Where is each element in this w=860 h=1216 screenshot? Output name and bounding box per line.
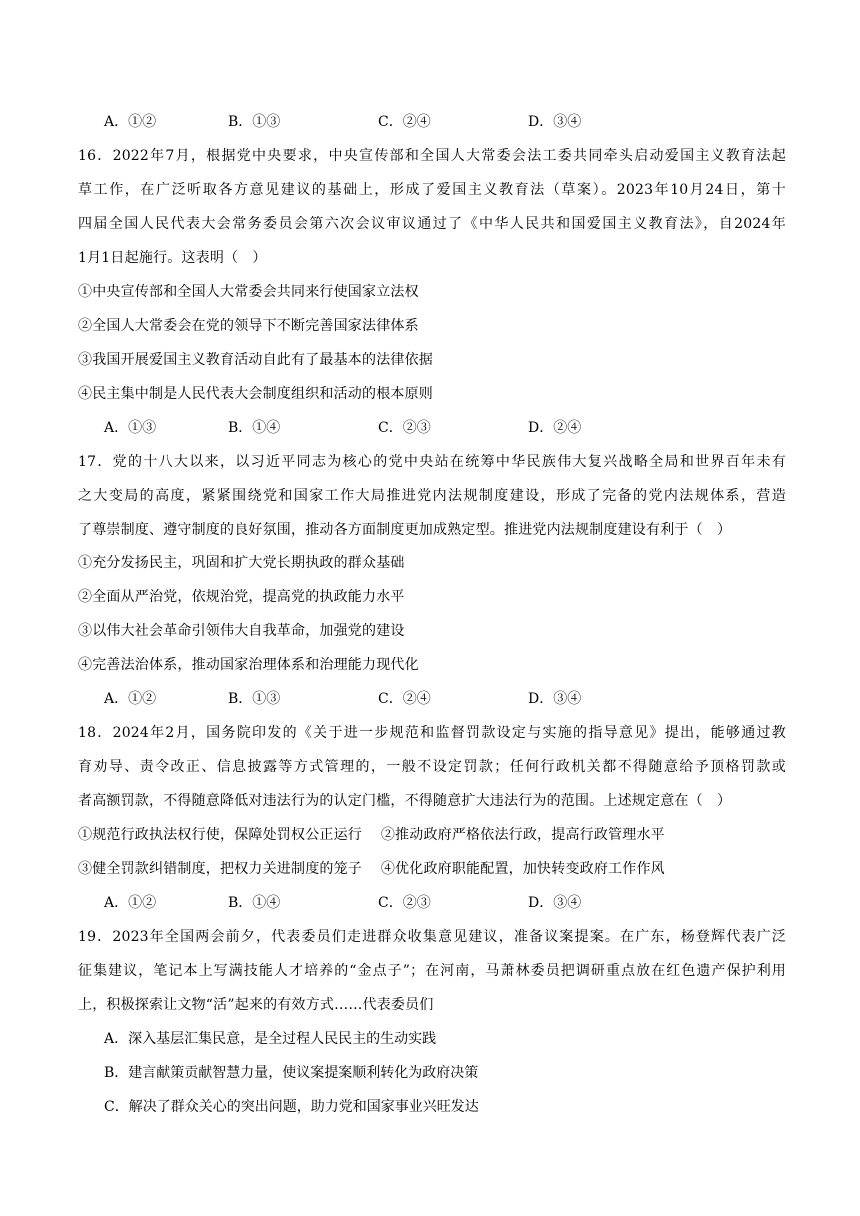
option-c: C．②③ (378, 895, 431, 911)
option-d: D．③④ (528, 114, 582, 130)
option-c: C．②④ (378, 691, 431, 707)
q19-choice-b: B．建言献策贡献智慧力量，使议案提案顺利转化为政府决策 (104, 1065, 479, 1081)
q16-item-3: ③我国开展爱国主义教育活动自此有了最基本的法律依据 (78, 352, 433, 368)
option-c: C．②③ (378, 420, 431, 436)
q16-stem-line-4: 1月1日起施行。这表明（ ） (78, 250, 267, 266)
q19-stem-line-1: 19．2023年全国两会前夕，代表委员们走进群众收集意见建议，准备议案提案。在广东，杨登辉代表广泛 (78, 929, 786, 945)
option-b: B．①④ (228, 420, 281, 436)
q18-stem-line-1: 18．2024年2月，国务院印发的《关于进一步规范和监督罚款设定与实施的指导意见》提出，能够通过教 (78, 725, 786, 741)
q19-choice-c: C．解决了群众关心的突出问题，助力党和国家事业兴旺发达 (104, 1099, 479, 1115)
option-d: D．③④ (528, 895, 582, 911)
q16-item-4: ④民主集中制是人民代表大会制度组织和活动的根本原则 (78, 386, 433, 402)
option-b: B．①③ (228, 691, 281, 707)
option-a: A．①② (104, 114, 157, 130)
option-d: D．③④ (528, 691, 582, 707)
option-d: D．②④ (528, 420, 582, 436)
q17-item-3: ③以伟大社会革命引领伟大自我革命，加强党的建设 (78, 623, 405, 639)
option-b: B．①③ (228, 114, 281, 130)
q16-stem-line-1: 16．2022年7月，根据党中央要求，中央宣传部和全国人大常委会法工委共同牵头启动爱国主义教育法起 (78, 148, 786, 164)
q17-stem-line-3: 了尊崇制度、遵守制度的良好氛围，推动各方面制度更加成熟定型。推进党内法规制度建设有利于（ ） (78, 522, 732, 538)
q16-item-1: ①中央宣传部和全国人大常委会共同来行使国家立法权 (78, 284, 419, 300)
option-a: A．①② (104, 895, 157, 911)
q17-stem-line-1: 17．党的十八大以来，以习近平同志为核心的党中央站在统筹中华民族伟大复兴战略全局和世界百年未有 (78, 454, 786, 470)
q16-stem-line-2: 草工作，在广泛听取各方意见建议的基础上，形成了爱国主义教育法（草案）。2023年10月24日，第十 (78, 182, 786, 198)
q18-stem-line-2: 育劝导、责令改正、信息披露等方式管理的，一般不设定罚款；任何行政机关都不得随意给予顶格罚款或 (78, 759, 786, 775)
q17-item-4: ④完善法治体系，推动国家治理体系和治理能力现代化 (78, 657, 419, 673)
q17-item-1: ①充分发扬民主，巩固和扩大党长期执政的群众基础 (78, 555, 405, 571)
q18-items-row-2: ③健全罚款纠错制度，把权力关进制度的笼子 ④优化政府职能配置，加快转变政府工作作风 (78, 861, 665, 877)
q18-stem-line-3: 者高额罚款，不得随意降低对违法行为的认定门槛，不得随意扩大违法行为的范围。上述规定意在（ ） (78, 793, 732, 809)
option-a: A．①③ (104, 420, 157, 436)
q17-stem-line-2: 之大变局的高度，紧紧围绕党和国家工作大局推进党内法规制度建设，形成了完备的党内法规体系，营造 (78, 488, 786, 504)
option-a: A．①② (104, 691, 157, 707)
q19-stem-line-3: 上，积极探索让文物“活”起来的有效方式……代表委员们 (78, 997, 434, 1013)
q19-choice-a: A．深入基层汇集民意，是全过程人民民主的生动实践 (104, 1031, 437, 1047)
q19-stem-line-2: 征集建议，笔记本上写满技能人才培养的“金点子”；在河南，马萧林委员把调研重点放在红色遗产保护利用 (78, 963, 786, 979)
q17-item-2: ②全面从严治党，依规治党，提高党的执政能力水平 (78, 589, 405, 605)
q16-stem-line-3: 四届全国人民代表大会常务委员会第六次会议审议通过了《中华人民共和国爱国主义教育法》，自2024年 (78, 216, 786, 232)
option-b: B．①④ (228, 895, 281, 911)
q18-items-row-1: ①规范行政执法权行使，保障处罚权公正运行 ②推动政府严格依法行政，提高行政管理水平 (78, 827, 665, 843)
option-c: C．②④ (378, 114, 431, 130)
q16-item-2: ②全国人大常委会在党的领导下不断完善国家法律体系 (78, 318, 419, 334)
